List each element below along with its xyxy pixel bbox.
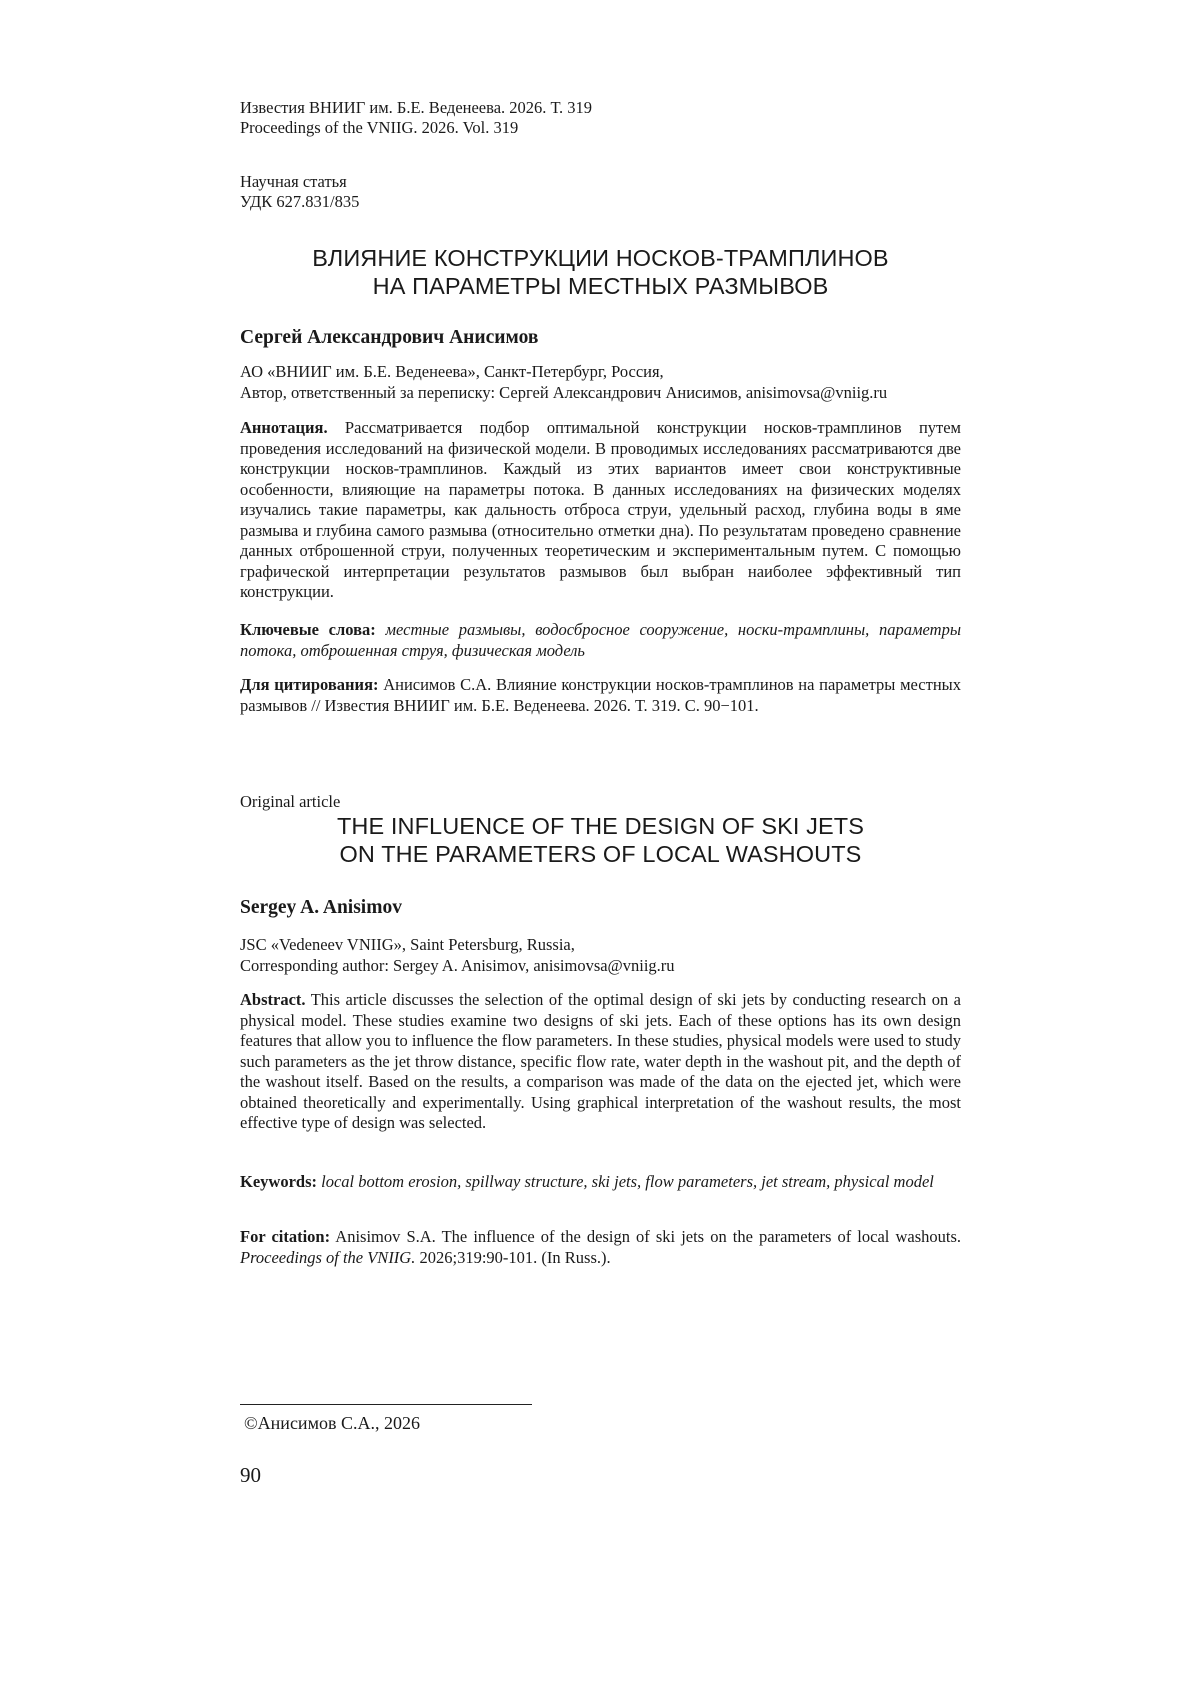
abstract-text-ru: Рассматривается подбор оптимальной конструкции носков-трамплинов путем проведения исследований на физической модели. В проводимых исследованиях рассматриваются две конструкции носков-трамплинов. Каждый из этих вариантов имеет свои конструктивные особенности, влияющие на параметры потока. В данных исследованиях на физических моделях изучались такие параметры, как дальность отброса струи, удельный расход, глубина воды в яме размыва и глубина самого размыва (относительно отметки дна). По результатам проведено сравнение данных отброшенной струи, полученных теоретическим и экспериментальным путем. С помощью графической интерпретации результатов размывов был выбран наиболее эффективный тип конструкции. — [240, 418, 961, 601]
keywords-text-ru: местные размывы, водосбросное сооружение, носки-трамплины, параметры потока, отброшенная струя, физическая модель — [240, 620, 961, 660]
title-en-line-2: ON THE PARAMETERS OF LOCAL WASHOUTS — [339, 841, 862, 867]
abstract-en — [240, 990, 961, 1134]
corresponding-author-en: Corresponding author: Sergey A. Anisimov, anisimovsa@vniig.ru — [240, 956, 675, 975]
journal-name-ru: Известия ВНИИГ им. Б.Е. Веденеева. 2026. Т. 319 — [240, 98, 592, 117]
abstract-text-en: This article discusses the selection of the optimal design of ski jets by conducting research on a physical model. These studies examine two designs of ski jets. Each of these options has its own design features that allow you to influence the flow parameters. In these studies, physical models were used to study such parameters as the jet throw distance, specific flow rate, water depth in the washout pit, and the depth of the washout itself. Based on the results, a comparison was made of the data on the ejected jet, which were obtained theoretically and experimentally. Using graphical interpretation of the washout results, the most effective type of design was selected. — [240, 990, 962, 1132]
citation-text-ru: Анисимов С.А. Влияние конструкции носков-трамплинов на параметры местных размывов // Известия ВНИИГ им. Б.Е. Веденеева. 2026. Т. 319. С. 90−101. — [240, 675, 961, 715]
affiliation-en: JSC «Vedeneev VNIIG», Saint Petersburg, Russia, — [240, 935, 575, 954]
citation-label-ru: Для цитирования: — [240, 675, 379, 694]
abstract-label-ru: Аннотация. — [240, 418, 328, 437]
citation-ru — [240, 675, 961, 716]
author-name-ru: Сергей Александрович Анисимов — [240, 327, 539, 348]
title-en-line-1: THE INFLUENCE OF THE DESIGN OF SKI JETS — [336, 813, 865, 839]
citation-text-en-1: Anisimov S.A. The influence of the design of ski jets on the parameters of local washouts. — [335, 1227, 961, 1246]
citation-text-en-2: 2026;319:90-101. (In Russ.). — [419, 1247, 611, 1267]
keywords-en — [240, 1172, 961, 1193]
keywords-label-ru: Ключевые слова: — [240, 620, 376, 639]
affiliation-ru: АО «ВНИИГ им. Б.Е. Веденеева», Санкт-Петербург, Россия, — [240, 362, 664, 381]
citation-en — [240, 1227, 961, 1268]
abstract-label-en: Abstract. — [240, 990, 306, 1009]
title-ru-line-2: НА ПАРАМЕТРЫ МЕСТНЫХ РАЗМЫВОВ — [372, 273, 829, 299]
corresponding-author-ru: Автор, ответственный за переписку: Сергей Александрович Анисимов, anisimovsa@vniig.ru — [240, 383, 888, 402]
abstract-ru — [240, 418, 961, 603]
footnote-divider — [240, 1404, 532, 1405]
article-type-ru: Научная статья — [240, 172, 347, 191]
title-ru-line-1: ВЛИЯНИЕ КОНСТРУКЦИИ НОСКОВ-ТРАМПЛИНОВ — [312, 245, 889, 271]
article-page — [240, 0, 961, 1697]
citation-journal-en: Proceedings of the VNIIG. — [240, 1247, 416, 1267]
journal-name-en: Proceedings of the VNIIG. 2026. Vol. 319 — [240, 118, 519, 137]
author-name-en: Sergey A. Anisimov — [240, 897, 402, 918]
citation-label-en: For citation: — [240, 1227, 331, 1246]
article-type-en: Original article — [240, 792, 341, 811]
copyright-note: ©Анисимов С.А., 2026 — [244, 1413, 420, 1433]
keywords-label-en: Keywords: — [240, 1172, 317, 1191]
udc-code: УДК 627.831/835 — [240, 192, 360, 211]
keywords-text-en: local bottom erosion, spillway structure, ski jets, flow parameters, jet stream, physical model — [321, 1172, 934, 1191]
keywords-ru — [240, 620, 961, 661]
page-number: 90 — [240, 1463, 261, 1487]
